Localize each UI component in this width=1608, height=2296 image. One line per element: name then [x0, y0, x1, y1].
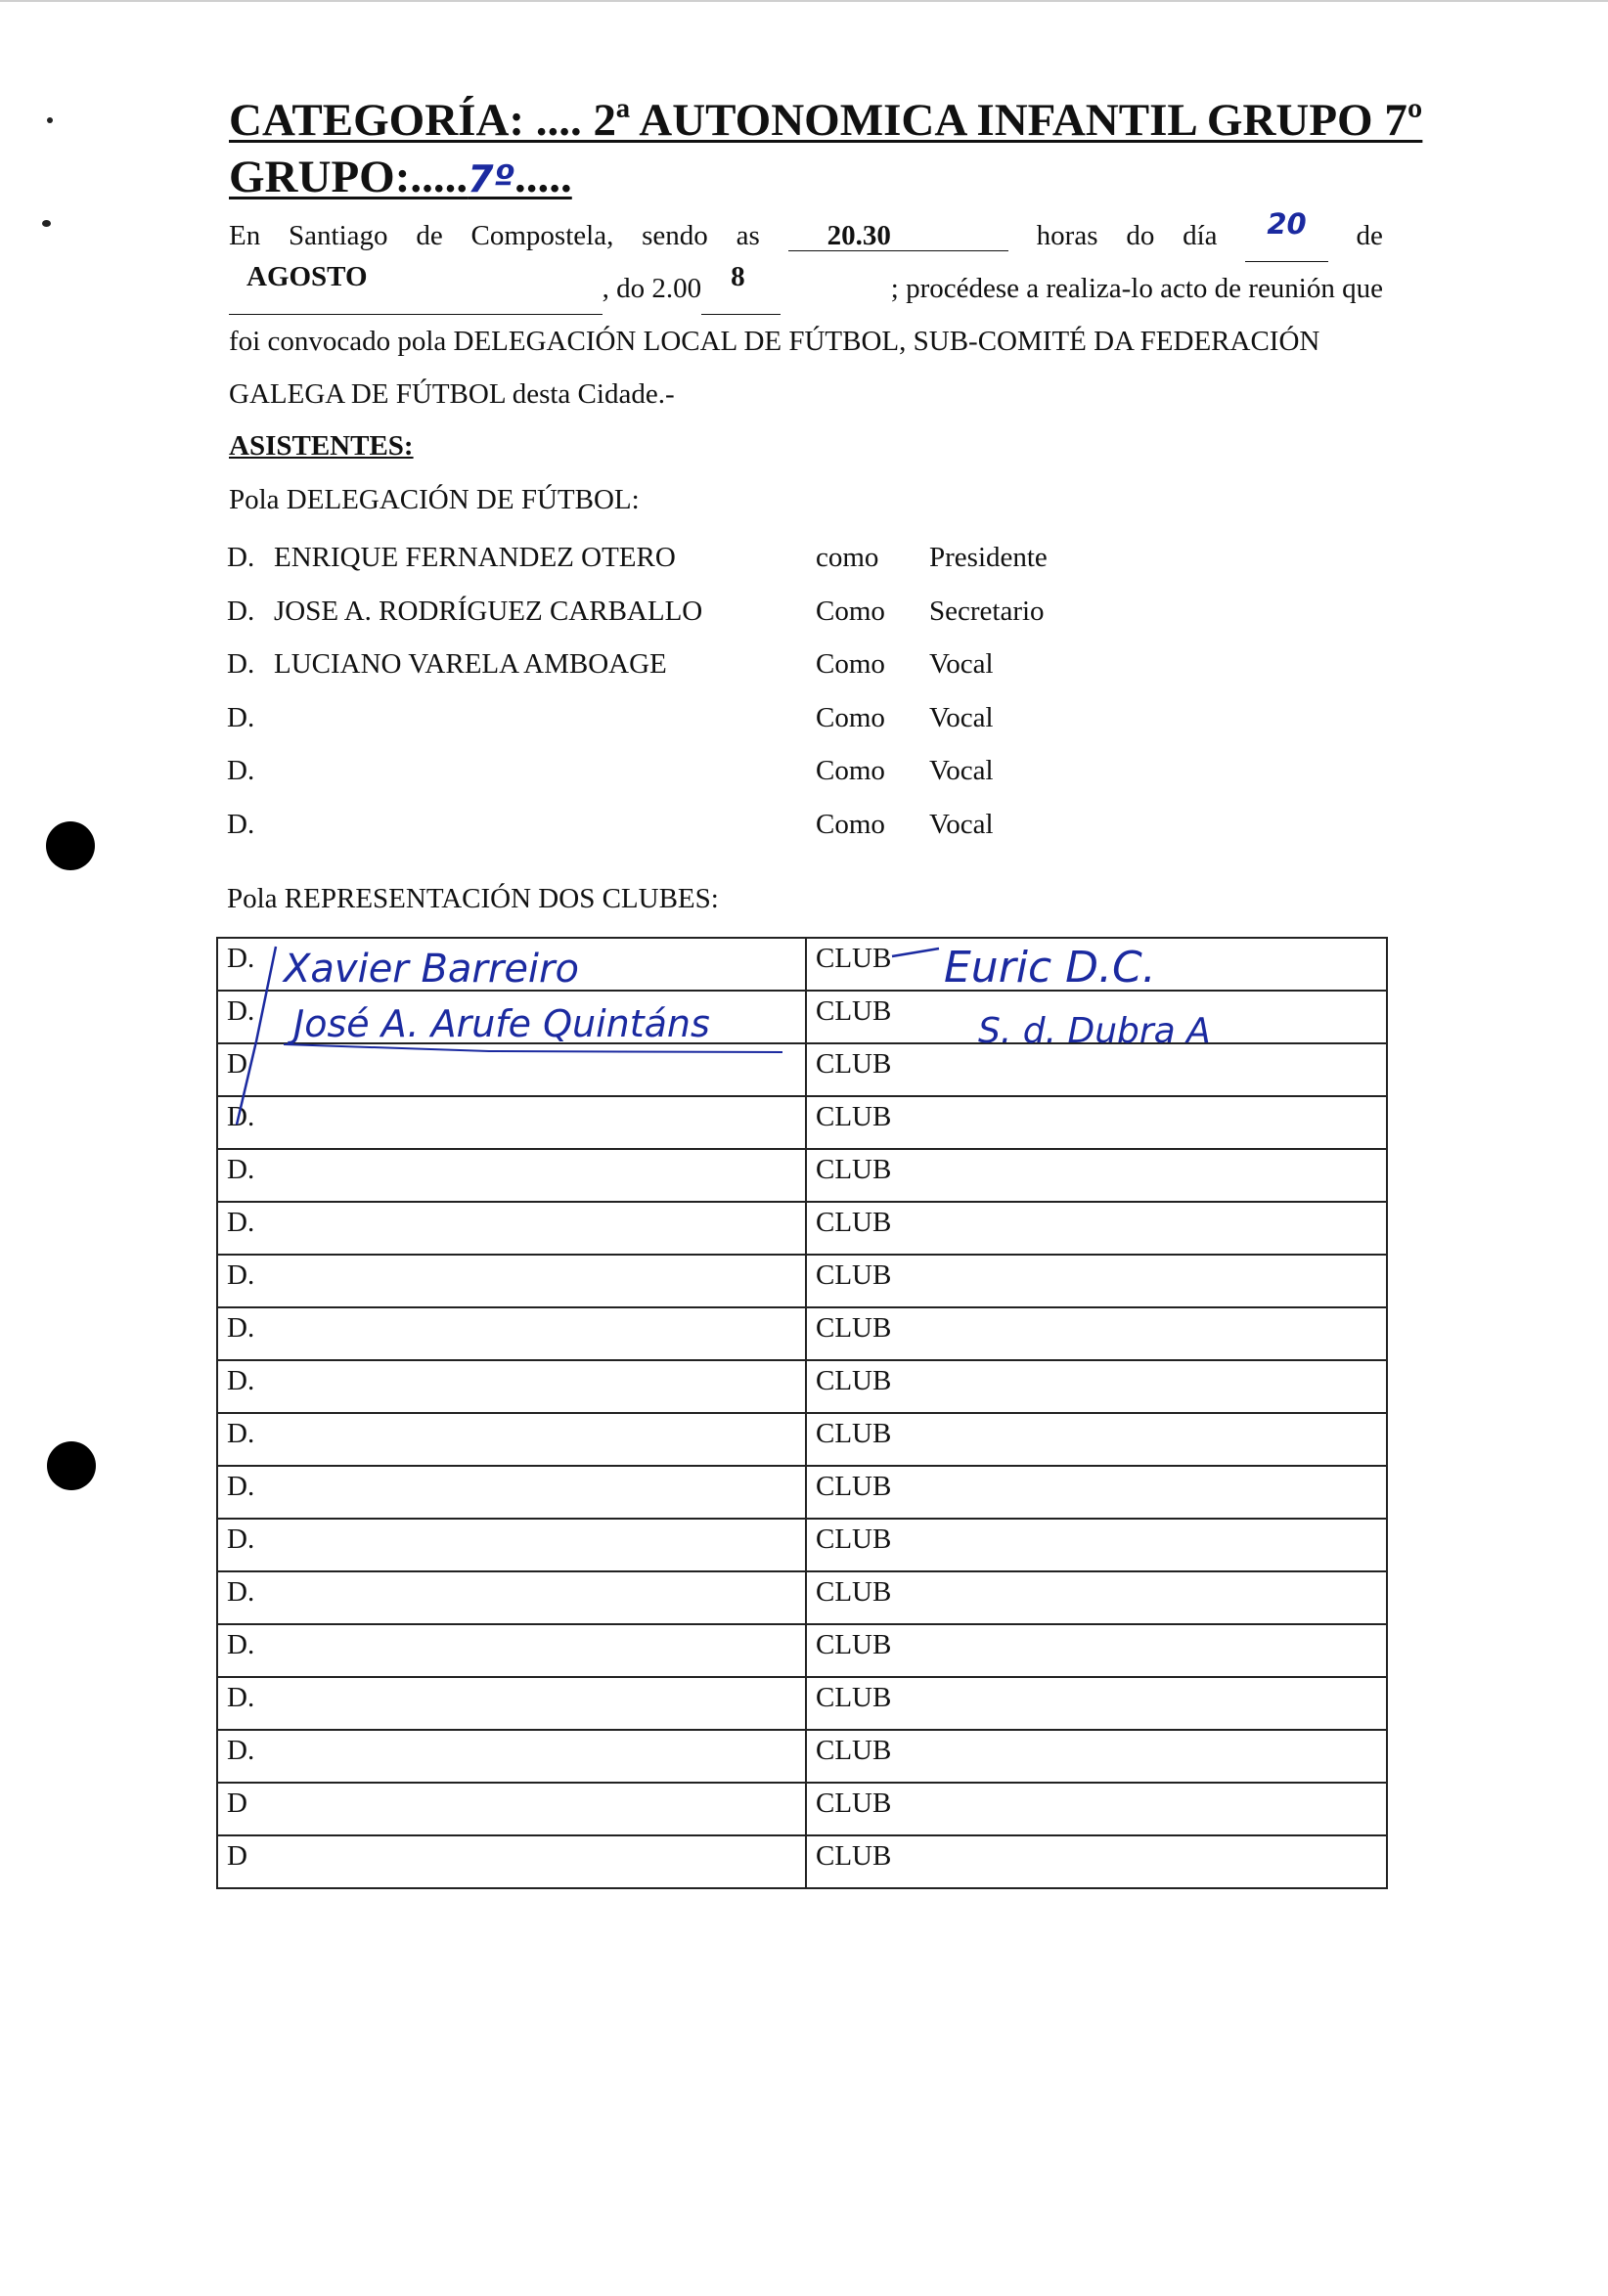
club-cell: CLUB: [806, 1307, 1387, 1360]
table-row: [217, 1466, 1387, 1519]
attendee-como: Como: [816, 809, 885, 840]
word: día: [1183, 220, 1218, 251]
rep2-handwritten-club: S. d. Dubra A: [978, 1011, 1211, 1051]
time-value: 20.30: [788, 221, 1008, 251]
scan-speck: [47, 117, 53, 123]
attendee-prefix: D.: [227, 755, 255, 786]
rep-cell: D.: [217, 1307, 806, 1360]
attendee-role: Vocal: [929, 755, 994, 786]
attendee-prefix: D.: [227, 702, 255, 733]
club-cell: CLUB: [806, 1783, 1387, 1835]
rep-cell: D.: [217, 1466, 806, 1519]
table-row: [217, 1043, 1387, 1096]
attendee-prefix: D.: [227, 542, 255, 573]
attendees-heading: ASISTENTES:: [229, 430, 414, 462]
table-row: [217, 1255, 1387, 1307]
attendee-prefix: D.: [227, 648, 255, 680]
group-suffix: .....: [514, 152, 572, 202]
club-cell: CLUB: [806, 1466, 1387, 1519]
rep-cell: D.: [217, 1413, 806, 1466]
after-year-text: ; procédese a realiza-lo acto de reunión que: [890, 273, 1383, 304]
rep-cell: D.: [217, 1730, 806, 1783]
rep1-handwritten-club: Euric D.C.: [944, 943, 1156, 993]
club-cell: CLUB: [806, 1255, 1387, 1307]
table-row: [217, 1519, 1387, 1571]
rep-cell: D: [217, 1043, 806, 1096]
attendee-name: LUCIANO VARELA AMBOAGE: [274, 648, 667, 680]
rep-cell: D.: [217, 1149, 806, 1202]
table-row: [217, 1096, 1387, 1149]
opening-paragraph: [229, 209, 1383, 420]
rep-cell: D.: [217, 1360, 806, 1413]
club-cell: CLUB: [806, 1677, 1387, 1730]
rep-cell: D.: [217, 1571, 806, 1624]
club-cell: CLUB: [806, 1730, 1387, 1783]
table-row: [217, 1202, 1387, 1255]
paragraph-line-2: [229, 262, 1383, 315]
table-row: [217, 1149, 1387, 1202]
word: do: [1126, 220, 1155, 251]
rep-cell: D.: [217, 938, 806, 991]
paragraph-text: foi convocado pola DELEGACIÓN LOCAL DE FÚTBOL, SUB-COMITÉ DA FEDERACIÓN: [229, 326, 1320, 357]
rep-cell: D.: [217, 1519, 806, 1571]
word: de: [1356, 220, 1383, 251]
club-cell: CLUB: [806, 1519, 1387, 1571]
word: En: [229, 220, 261, 251]
attendee-role: Presidente: [929, 542, 1048, 573]
word: horas: [1036, 220, 1098, 251]
table-row: [217, 1730, 1387, 1783]
word: Santiago: [289, 220, 388, 251]
rep-cell: D: [217, 1783, 806, 1835]
year-digit: 8: [701, 262, 781, 315]
club-cell: CLUB: [806, 1202, 1387, 1255]
scan-speck: [42, 220, 51, 227]
table-row: [217, 1307, 1387, 1360]
table-row: [217, 1360, 1387, 1413]
rep-cell: D.: [217, 1624, 806, 1677]
club-cell: CLUB: [806, 1571, 1387, 1624]
attendee-como: Como: [816, 596, 885, 627]
paragraph-line-4: [229, 368, 1383, 420]
year-prefix: , do 2.00: [602, 273, 702, 304]
table-row: [217, 1783, 1387, 1835]
attendee-como: Como: [816, 702, 885, 733]
club-cell: CLUB: [806, 1360, 1387, 1413]
attendee-prefix: D.: [227, 809, 255, 840]
club-cell: CLUB: [806, 991, 1387, 1043]
paragraph-line-3: [229, 315, 1383, 368]
attendee-como: Como: [816, 755, 885, 786]
rep1-handwritten-name: Xavier Barreiro: [284, 947, 579, 992]
attendee-role: Vocal: [929, 702, 994, 733]
rep-cell: D.: [217, 1202, 806, 1255]
club-cell: CLUB: [806, 1043, 1387, 1096]
table-row: [217, 938, 1387, 991]
category-title: CATEGORÍA: .... 2ª AUTONOMICA INFANTIL GRUPO 7º: [229, 95, 1423, 146]
attendee-como: como: [816, 542, 879, 573]
attendee-role: Vocal: [929, 809, 994, 840]
word: Compostela,: [470, 220, 614, 251]
club-representatives-table: [216, 937, 1388, 1889]
punch-hole-top: [46, 821, 95, 870]
attendee-name: JOSE A. RODRÍGUEZ CARBALLO: [274, 596, 703, 627]
club-cell: CLUB: [806, 938, 1387, 991]
attendee-prefix: D.: [227, 596, 255, 627]
rep-cell: D.: [217, 1096, 806, 1149]
table-row: [217, 991, 1387, 1043]
group-handwritten-value: 7º: [468, 157, 514, 200]
paragraph-text: GALEGA DE FÚTBOL desta Cidade.-: [229, 378, 675, 410]
club-cell: CLUB: [806, 1149, 1387, 1202]
rep-cell: D.: [217, 1255, 806, 1307]
word: de: [416, 220, 443, 251]
attendee-role: Vocal: [929, 648, 994, 680]
group-title: [229, 151, 572, 203]
delegation-heading: Pola DELEGACIÓN DE FÚTBOL:: [229, 484, 640, 515]
rep-cell: D: [217, 1835, 806, 1888]
table-row: [217, 1413, 1387, 1466]
page-top-edge: [0, 0, 1608, 2]
club-cell: CLUB: [806, 1835, 1387, 1888]
table-row: [217, 1677, 1387, 1730]
rep-cell: D.: [217, 991, 806, 1043]
attendee-role: Secretario: [929, 596, 1045, 627]
time-field: [788, 209, 1008, 262]
table-row: [217, 1571, 1387, 1624]
attendee-name: ENRIQUE FERNANDEZ OTERO: [274, 542, 676, 573]
word: sendo: [642, 220, 708, 251]
month-value: AGOSTO: [229, 262, 603, 315]
punch-hole-bottom: [47, 1441, 96, 1490]
table-row: [217, 1835, 1387, 1888]
club-cell: CLUB: [806, 1096, 1387, 1149]
group-prefix: GRUPO:.....: [229, 152, 469, 202]
word: as: [736, 220, 760, 251]
club-cell: CLUB: [806, 1624, 1387, 1677]
table-row: [217, 1624, 1387, 1677]
rep2-handwritten-name: José A. Arufe Quintáns: [293, 1002, 710, 1045]
club-cell: CLUB: [806, 1413, 1387, 1466]
rep-cell: D.: [217, 1677, 806, 1730]
day-value: 20: [1245, 209, 1327, 262]
attendee-como: Como: [816, 648, 885, 680]
clubs-heading: Pola REPRESENTACIÓN DOS CLUBES:: [227, 883, 719, 914]
paragraph-line-1: [229, 209, 1383, 262]
